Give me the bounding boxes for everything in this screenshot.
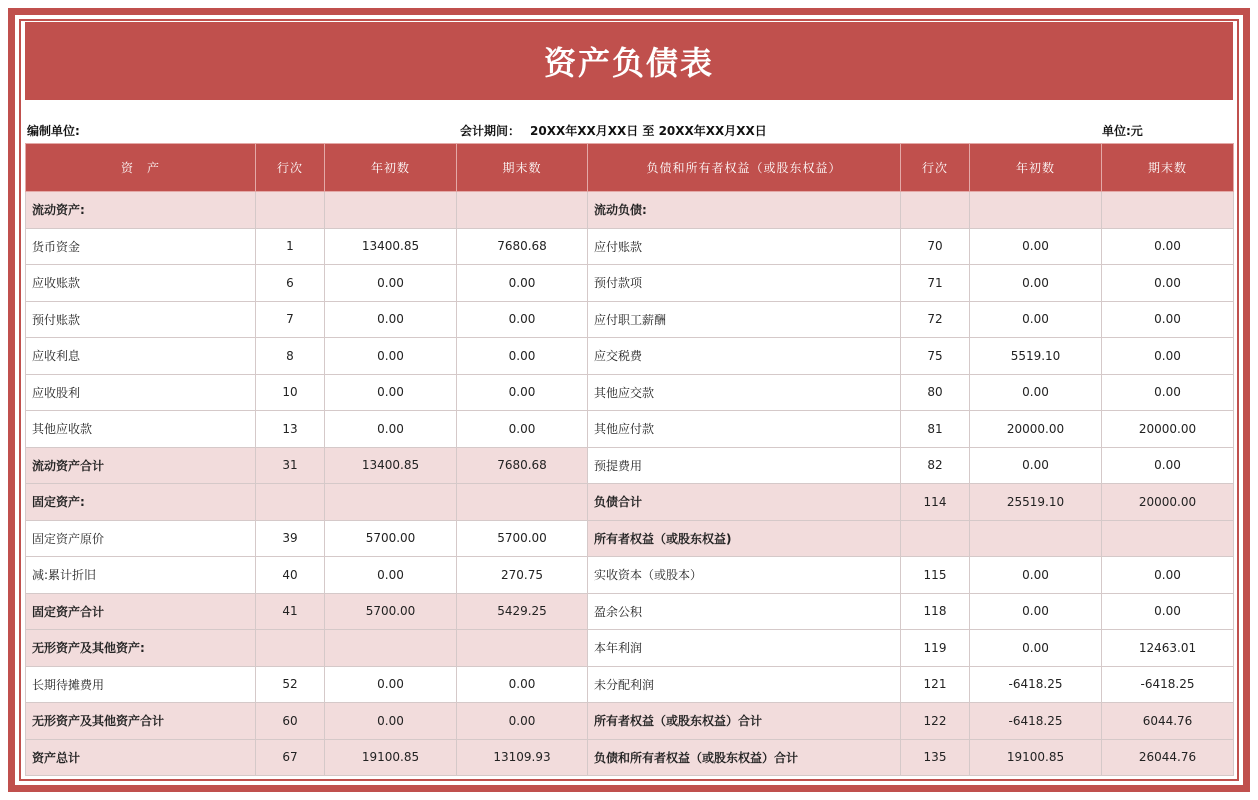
liability-end: 0.00: [1102, 265, 1234, 302]
header-line-no: 行次: [256, 144, 325, 192]
liability-line: [901, 192, 970, 229]
asset-end: 5429.25: [457, 593, 588, 630]
liability-name: 未分配利润: [588, 666, 901, 703]
liability-name: 盈余公积: [588, 593, 901, 630]
header-end: 期末数: [457, 144, 588, 192]
asset-line: 41: [256, 593, 325, 630]
table-row: [26, 228, 1234, 265]
asset-line: 39: [256, 520, 325, 557]
asset-name: 货币资金: [26, 228, 256, 265]
asset-line: 1: [256, 228, 325, 265]
header-asset: 资 产: [26, 144, 256, 192]
asset-name: 应收股利: [26, 374, 256, 411]
asset-line: 67: [256, 739, 325, 776]
liability-line: 114: [901, 484, 970, 521]
liability-line: 115: [901, 557, 970, 594]
asset-name: 流动资产:: [26, 192, 256, 229]
asset-name: 无形资产及其他资产合计: [26, 703, 256, 740]
liability-name: 实收资本（或股本）: [588, 557, 901, 594]
asset-begin: 19100.85: [325, 739, 457, 776]
liability-end: [1102, 520, 1234, 557]
liability-line: 75: [901, 338, 970, 375]
asset-end: 0.00: [457, 265, 588, 302]
liability-line: 118: [901, 593, 970, 630]
liability-end: 0.00: [1102, 593, 1234, 630]
liability-begin: 25519.10: [970, 484, 1102, 521]
asset-name: 固定资产:: [26, 484, 256, 521]
table-row: [26, 666, 1234, 703]
asset-line: [256, 484, 325, 521]
liability-begin: 5519.10: [970, 338, 1102, 375]
table-row: [26, 411, 1234, 448]
header-end-2: 期末数: [1102, 144, 1234, 192]
liability-line: [901, 520, 970, 557]
table-row: [26, 520, 1234, 557]
liability-begin: 0.00: [970, 557, 1102, 594]
asset-end: 7680.68: [457, 447, 588, 484]
liability-end: 0.00: [1102, 301, 1234, 338]
liability-end: 12463.01: [1102, 630, 1234, 667]
asset-end: 5700.00: [457, 520, 588, 557]
asset-end: [457, 484, 588, 521]
asset-begin: 0.00: [325, 411, 457, 448]
asset-line: [256, 192, 325, 229]
liability-name: 应付账款: [588, 228, 901, 265]
asset-end: 270.75: [457, 557, 588, 594]
liability-begin: [970, 192, 1102, 229]
asset-begin: 0.00: [325, 557, 457, 594]
table-row: [26, 447, 1234, 484]
asset-begin: 0.00: [325, 666, 457, 703]
header-begin-2: 年初数: [970, 144, 1102, 192]
liability-name: 所有者权益（或股东权益): [588, 520, 901, 557]
asset-begin: [325, 484, 457, 521]
liability-line: 80: [901, 374, 970, 411]
asset-end: [457, 630, 588, 667]
asset-end: 13109.93: [457, 739, 588, 776]
liability-begin: 0.00: [970, 630, 1102, 667]
table-row: [26, 484, 1234, 521]
table-row: [26, 338, 1234, 375]
liability-name: 应交税费: [588, 338, 901, 375]
liability-name: 负债和所有者权益（或股东权益）合计: [588, 739, 901, 776]
asset-begin: [325, 192, 457, 229]
asset-name: 无形资产及其他资产:: [26, 630, 256, 667]
liability-end: 20000.00: [1102, 484, 1234, 521]
asset-line: 6: [256, 265, 325, 302]
liability-begin: 0.00: [970, 593, 1102, 630]
asset-name: 长期待摊费用: [26, 666, 256, 703]
liability-begin: 20000.00: [970, 411, 1102, 448]
liability-name: 流动负债:: [588, 192, 901, 229]
liability-line: 81: [901, 411, 970, 448]
header-liability: 负债和所有者权益（或股东权益）: [588, 144, 901, 192]
table-header-row: [26, 144, 1234, 192]
asset-name: 预付账款: [26, 301, 256, 338]
asset-begin: 13400.85: [325, 228, 457, 265]
liability-end: 6044.76: [1102, 703, 1234, 740]
liability-begin: -6418.25: [970, 666, 1102, 703]
liability-name: 预提费用: [588, 447, 901, 484]
liability-name: 预付款项: [588, 265, 901, 302]
asset-line: 52: [256, 666, 325, 703]
asset-line: 7: [256, 301, 325, 338]
asset-name: 其他应收款: [26, 411, 256, 448]
asset-begin: 0.00: [325, 265, 457, 302]
liability-begin: 0.00: [970, 265, 1102, 302]
asset-begin: 0.00: [325, 338, 457, 375]
asset-line: 31: [256, 447, 325, 484]
asset-end: 0.00: [457, 338, 588, 375]
asset-line: 60: [256, 703, 325, 740]
asset-line: 10: [256, 374, 325, 411]
asset-name: 应收账款: [26, 265, 256, 302]
balance-sheet-table: [25, 143, 1234, 776]
asset-name: 固定资产原价: [26, 520, 256, 557]
liability-line: 82: [901, 447, 970, 484]
liability-name: 应付职工薪酬: [588, 301, 901, 338]
asset-name: 流动资产合计: [26, 447, 256, 484]
liability-begin: 0.00: [970, 447, 1102, 484]
asset-end: 0.00: [457, 703, 588, 740]
table-row: [26, 630, 1234, 667]
liability-line: 70: [901, 228, 970, 265]
asset-end: 0.00: [457, 666, 588, 703]
period-value: 20XX年XX月XX日 至 20XX年XX月XX日: [530, 124, 767, 138]
liability-end: 26044.76: [1102, 739, 1234, 776]
liability-end: -6418.25: [1102, 666, 1234, 703]
table-row: [26, 593, 1234, 630]
table-row: [26, 374, 1234, 411]
liability-begin: 19100.85: [970, 739, 1102, 776]
liability-end: 0.00: [1102, 447, 1234, 484]
currency-unit: 单位:元: [1102, 124, 1143, 138]
table-row: [26, 265, 1234, 302]
asset-begin: 13400.85: [325, 447, 457, 484]
header-line-no-2: 行次: [901, 144, 970, 192]
accounting-period: [460, 120, 767, 142]
asset-line: [256, 630, 325, 667]
period-label: 会计期间：: [460, 124, 521, 138]
liability-name: 其他应付款: [588, 411, 901, 448]
liability-begin: [970, 520, 1102, 557]
asset-begin: 0.00: [325, 374, 457, 411]
asset-begin: 0.00: [325, 703, 457, 740]
liability-name: 其他应交款: [588, 374, 901, 411]
liability-end: 0.00: [1102, 228, 1234, 265]
liability-line: 122: [901, 703, 970, 740]
asset-end: 0.00: [457, 301, 588, 338]
asset-begin: 5700.00: [325, 593, 457, 630]
asset-name: 资产总计: [26, 739, 256, 776]
liability-begin: -6418.25: [970, 703, 1102, 740]
liability-end: 0.00: [1102, 338, 1234, 375]
table-row: [26, 301, 1234, 338]
liability-begin: 0.00: [970, 228, 1102, 265]
liability-line: 72: [901, 301, 970, 338]
liability-name: 负债合计: [588, 484, 901, 521]
liability-begin: 0.00: [970, 301, 1102, 338]
liability-begin: 0.00: [970, 374, 1102, 411]
table-row: [26, 192, 1234, 229]
liability-end: 20000.00: [1102, 411, 1234, 448]
asset-line: 8: [256, 338, 325, 375]
liability-line: 71: [901, 265, 970, 302]
asset-begin: 5700.00: [325, 520, 457, 557]
asset-line: 40: [256, 557, 325, 594]
asset-end: [457, 192, 588, 229]
asset-name: 减:累计折旧: [26, 557, 256, 594]
prepared-by-label: 编制单位:: [27, 124, 80, 138]
liability-name: 本年利润: [588, 630, 901, 667]
asset-name: 固定资产合计: [26, 593, 256, 630]
liability-end: 0.00: [1102, 557, 1234, 594]
liability-line: 135: [901, 739, 970, 776]
asset-end: 0.00: [457, 374, 588, 411]
header-begin: 年初数: [325, 144, 457, 192]
table-row: [26, 703, 1234, 740]
asset-name: 应收利息: [26, 338, 256, 375]
asset-begin: 0.00: [325, 301, 457, 338]
page-title: 资产负债表: [25, 22, 1233, 100]
liability-end: 0.00: [1102, 374, 1234, 411]
liability-name: 所有者权益（或股东权益）合计: [588, 703, 901, 740]
asset-line: 13: [256, 411, 325, 448]
asset-begin: [325, 630, 457, 667]
liability-line: 121: [901, 666, 970, 703]
asset-end: 7680.68: [457, 228, 588, 265]
liability-line: 119: [901, 630, 970, 667]
asset-end: 0.00: [457, 411, 588, 448]
table-row: [26, 739, 1234, 776]
table-row: [26, 557, 1234, 594]
liability-end: [1102, 192, 1234, 229]
